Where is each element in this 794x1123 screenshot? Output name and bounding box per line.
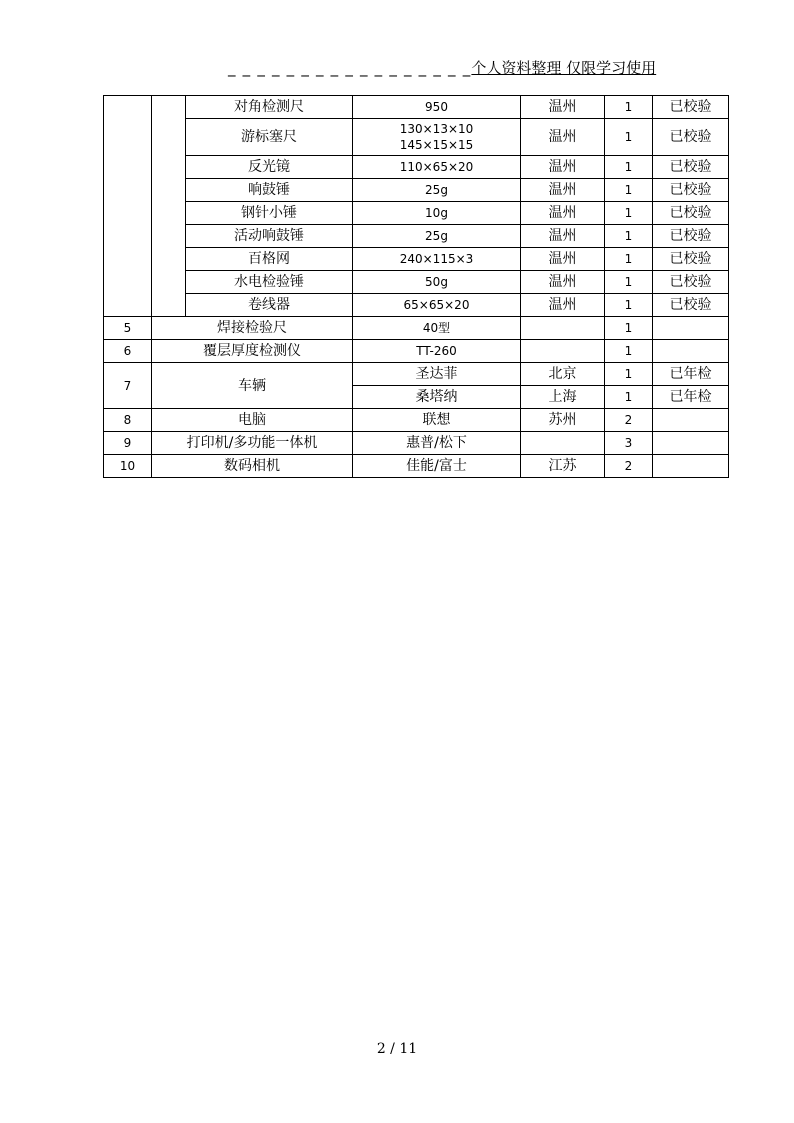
item-status: 已校验 xyxy=(653,248,729,271)
item-qty: 1 xyxy=(605,363,653,386)
item-qty: 1 xyxy=(605,202,653,225)
item-spec: 50g xyxy=(353,271,521,294)
item-qty: 1 xyxy=(605,96,653,119)
page-number: 2 / 11 xyxy=(376,1041,418,1057)
item-spec: 佳能/富士 xyxy=(353,455,521,478)
table-row xyxy=(104,455,729,478)
item-name: 游标塞尺 xyxy=(186,119,353,156)
item-name: 对角检测尺 xyxy=(186,96,353,119)
item-status xyxy=(653,455,729,478)
item-qty: 2 xyxy=(605,409,653,432)
item-origin: 温州 xyxy=(521,96,605,119)
row-no: 8 xyxy=(104,409,152,432)
row-no: 5 xyxy=(104,317,152,340)
group-no-cell xyxy=(104,96,152,317)
table-row xyxy=(104,248,729,271)
item-spec: 130×13×10 145×15×15 xyxy=(353,119,521,156)
item-spec: 65×65×20 xyxy=(353,294,521,317)
item-name: 电脑 xyxy=(152,409,353,432)
item-spec: 惠普/松下 xyxy=(353,432,521,455)
item-qty: 1 xyxy=(605,340,653,363)
item-name: 百格网 xyxy=(186,248,353,271)
item-origin: 温州 xyxy=(521,202,605,225)
item-name: 水电检验锤 xyxy=(186,271,353,294)
item-status: 已校验 xyxy=(653,225,729,248)
item-spec: 10g xyxy=(353,202,521,225)
page-header xyxy=(228,58,657,80)
item-status: 已校验 xyxy=(653,119,729,156)
item-qty: 1 xyxy=(605,225,653,248)
header-dashes: _ _ _ _ _ _ _ _ _ _ _ _ _ _ _ _ _ xyxy=(228,59,472,77)
item-status: 已校验 xyxy=(653,156,729,179)
item-name: 数码相机 xyxy=(152,455,353,478)
item-origin: 温州 xyxy=(521,225,605,248)
item-status: 已校验 xyxy=(653,294,729,317)
item-qty: 1 xyxy=(605,386,653,409)
table-row xyxy=(104,409,729,432)
item-name: 覆层厚度检测仪 xyxy=(152,340,353,363)
item-name: 响鼓锤 xyxy=(186,179,353,202)
item-status: 已年检 xyxy=(653,363,729,386)
table-row xyxy=(104,202,729,225)
item-name: 卷线器 xyxy=(186,294,353,317)
item-status xyxy=(653,409,729,432)
item-spec: 联想 xyxy=(353,409,521,432)
item-spec: 25g xyxy=(353,179,521,202)
item-origin: 温州 xyxy=(521,179,605,202)
item-qty: 2 xyxy=(605,455,653,478)
item-origin xyxy=(521,317,605,340)
item-status: 已校验 xyxy=(653,96,729,119)
item-status xyxy=(653,340,729,363)
table-row xyxy=(104,96,729,119)
item-name: 活动响鼓锤 xyxy=(186,225,353,248)
equipment-table xyxy=(103,95,729,478)
group-sub-cell xyxy=(152,96,186,317)
item-status xyxy=(653,432,729,455)
table-row xyxy=(104,363,729,386)
item-name: 反光镜 xyxy=(186,156,353,179)
item-name: 打印机/多功能一体机 xyxy=(152,432,353,455)
row-no: 9 xyxy=(104,432,152,455)
item-origin: 江苏 xyxy=(521,455,605,478)
item-origin: 温州 xyxy=(521,119,605,156)
item-spec: 圣达菲 xyxy=(353,363,521,386)
item-status: 已年检 xyxy=(653,386,729,409)
item-qty: 1 xyxy=(605,294,653,317)
table-row xyxy=(104,271,729,294)
item-qty: 1 xyxy=(605,179,653,202)
table-row xyxy=(104,340,729,363)
item-qty: 1 xyxy=(605,156,653,179)
item-spec: 950 xyxy=(353,96,521,119)
row-no: 10 xyxy=(104,455,152,478)
item-spec: 110×65×20 xyxy=(353,156,521,179)
item-spec: 240×115×3 xyxy=(353,248,521,271)
header-title: 个人资料整理 仅限学习使用 xyxy=(471,59,657,77)
item-origin xyxy=(521,432,605,455)
item-qty: 1 xyxy=(605,317,653,340)
item-spec: 桑塔纳 xyxy=(353,386,521,409)
row-no: 7 xyxy=(104,363,152,409)
item-qty: 1 xyxy=(605,119,653,156)
table-row xyxy=(104,156,729,179)
item-spec: 40型 xyxy=(353,317,521,340)
item-origin: 温州 xyxy=(521,294,605,317)
item-origin: 北京 xyxy=(521,363,605,386)
item-origin xyxy=(521,340,605,363)
item-name: 钢针小锤 xyxy=(186,202,353,225)
item-status: 已校验 xyxy=(653,202,729,225)
item-qty: 1 xyxy=(605,271,653,294)
item-name: 焊接检验尺 xyxy=(152,317,353,340)
item-origin: 温州 xyxy=(521,271,605,294)
item-status: 已校验 xyxy=(653,179,729,202)
item-origin: 温州 xyxy=(521,248,605,271)
row-no: 6 xyxy=(104,340,152,363)
item-spec: 25g xyxy=(353,225,521,248)
table-row xyxy=(104,179,729,202)
table-row xyxy=(104,432,729,455)
item-spec: TT-260 xyxy=(353,340,521,363)
item-origin: 温州 xyxy=(521,156,605,179)
item-status: 已校验 xyxy=(653,271,729,294)
table-row xyxy=(104,294,729,317)
table-row xyxy=(104,225,729,248)
item-origin: 上海 xyxy=(521,386,605,409)
item-qty: 1 xyxy=(605,248,653,271)
item-status xyxy=(653,317,729,340)
table-row xyxy=(104,317,729,340)
item-qty: 3 xyxy=(605,432,653,455)
item-origin: 苏州 xyxy=(521,409,605,432)
table-row xyxy=(104,119,729,156)
item-name: 车辆 xyxy=(152,363,353,409)
